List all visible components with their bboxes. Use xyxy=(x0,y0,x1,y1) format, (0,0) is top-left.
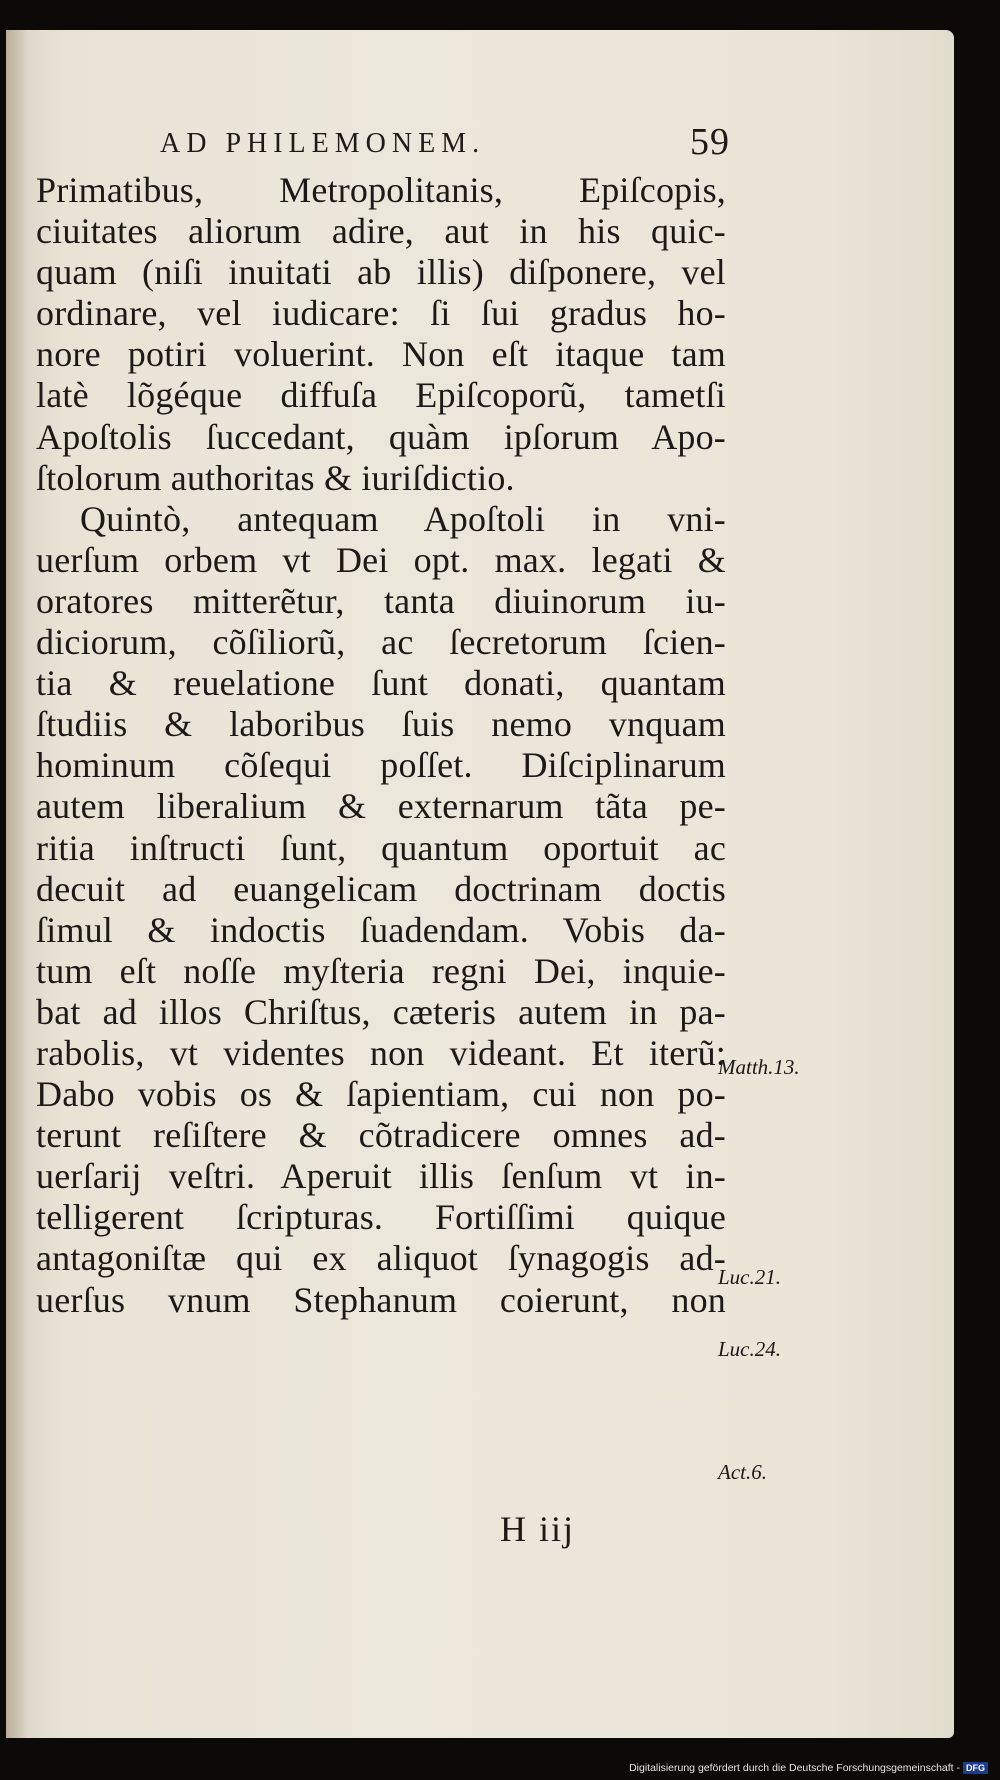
margin-note-acts: Act.6. xyxy=(718,1460,767,1484)
text-line: quam (niſi inuitati ab illis) diſponere, vel xyxy=(36,252,726,293)
text-line: latè lõgéque diffuſa Epiſcoporũ, tametſi xyxy=(36,375,726,416)
text-line: ritia inſtructi ſunt, quantum oportuit ac xyxy=(36,827,726,868)
text-line: ſtudiis & laboribus ſuis nemo vnquam xyxy=(36,704,726,745)
text-line: rabolis, vt videntes non videant. Et iterũ: xyxy=(36,1032,726,1073)
body-text xyxy=(36,170,726,1321)
text-line: hominum cõſequi poſſet. Diſciplinarum xyxy=(36,745,726,786)
text-line: tia & reuelatione ſunt donati, quantam xyxy=(36,663,726,704)
text-line: decuit ad euangelicam doctrinam doctis xyxy=(36,868,726,909)
text-line: autem liberalium & externarum tãta pe- xyxy=(36,786,726,827)
text-line: antagoniſtæ qui ex aliquot ſynagogis ad- xyxy=(36,1238,726,1279)
margin-note-matthew: Matth.13. xyxy=(718,1055,800,1079)
text-line: tum eſt noſſe myſteria regni Dei, inquie- xyxy=(36,950,726,991)
text-line: uerſarij veſtri. Aperuit illis ſenſum vt in- xyxy=(36,1156,726,1197)
dfg-logo: DFG xyxy=(963,1762,988,1774)
text-line: ciuitates aliorum adire, aut in his quic- xyxy=(36,211,726,252)
signature-mark: H iij xyxy=(500,1509,576,1549)
running-title: AD PHILEMONEM. xyxy=(160,128,486,159)
text-line: ſtolorum authoritas & iuriſdictio. xyxy=(36,457,515,498)
text-line: Dabo vobis os & ſapientiam, cui non po- xyxy=(36,1074,726,1115)
text-line: bat ad illos Chriſtus, cæteris autem in pa- xyxy=(36,991,726,1032)
text-line: uerſus vnum Stephanum coierunt, non xyxy=(36,1279,726,1320)
credit-text: Digitalisierung gefördert durch die Deutsche Forschungsgemeinschaft - xyxy=(629,1761,960,1774)
margin-note-luke-21: Luc.21. xyxy=(718,1265,781,1289)
text-line: telligerent ſcripturas. Fortiſſimi quique xyxy=(36,1197,726,1238)
text-line: Apoſtolis ſuccedant, quàm ipſorum Apo- xyxy=(36,416,726,457)
folio-number: 59 xyxy=(690,121,730,163)
text-line: ſimul & indoctis ſuadendam. Vobis da- xyxy=(36,909,726,950)
running-head xyxy=(160,121,730,168)
digitization-credit xyxy=(629,1762,988,1774)
text-line: terunt reſiſtere & cõtradicere omnes ad- xyxy=(36,1115,726,1156)
margin-note-luke-24: Luc.24. xyxy=(718,1337,781,1361)
text-line: ordinare, vel iudicare: ſi ſui gradus ho- xyxy=(36,293,726,334)
text-line: Quintò, antequam Apoſtoli in vni- xyxy=(80,498,726,539)
text-line: nore potiri voluerint. Non eſt itaque tam xyxy=(36,334,726,375)
text-line: diciorum, cõſiliorũ, ac ſecretorum ſcien- xyxy=(36,622,726,663)
text-line: oratores mitterẽtur, tanta diuinorum iu- xyxy=(36,580,726,621)
page-gutter-shadow xyxy=(6,30,28,1738)
text-line: uerſum orbem vt Dei opt. max. legati & xyxy=(36,539,726,580)
text-line: Primatibus, Metropolitanis, Epiſcopis, xyxy=(36,170,726,210)
